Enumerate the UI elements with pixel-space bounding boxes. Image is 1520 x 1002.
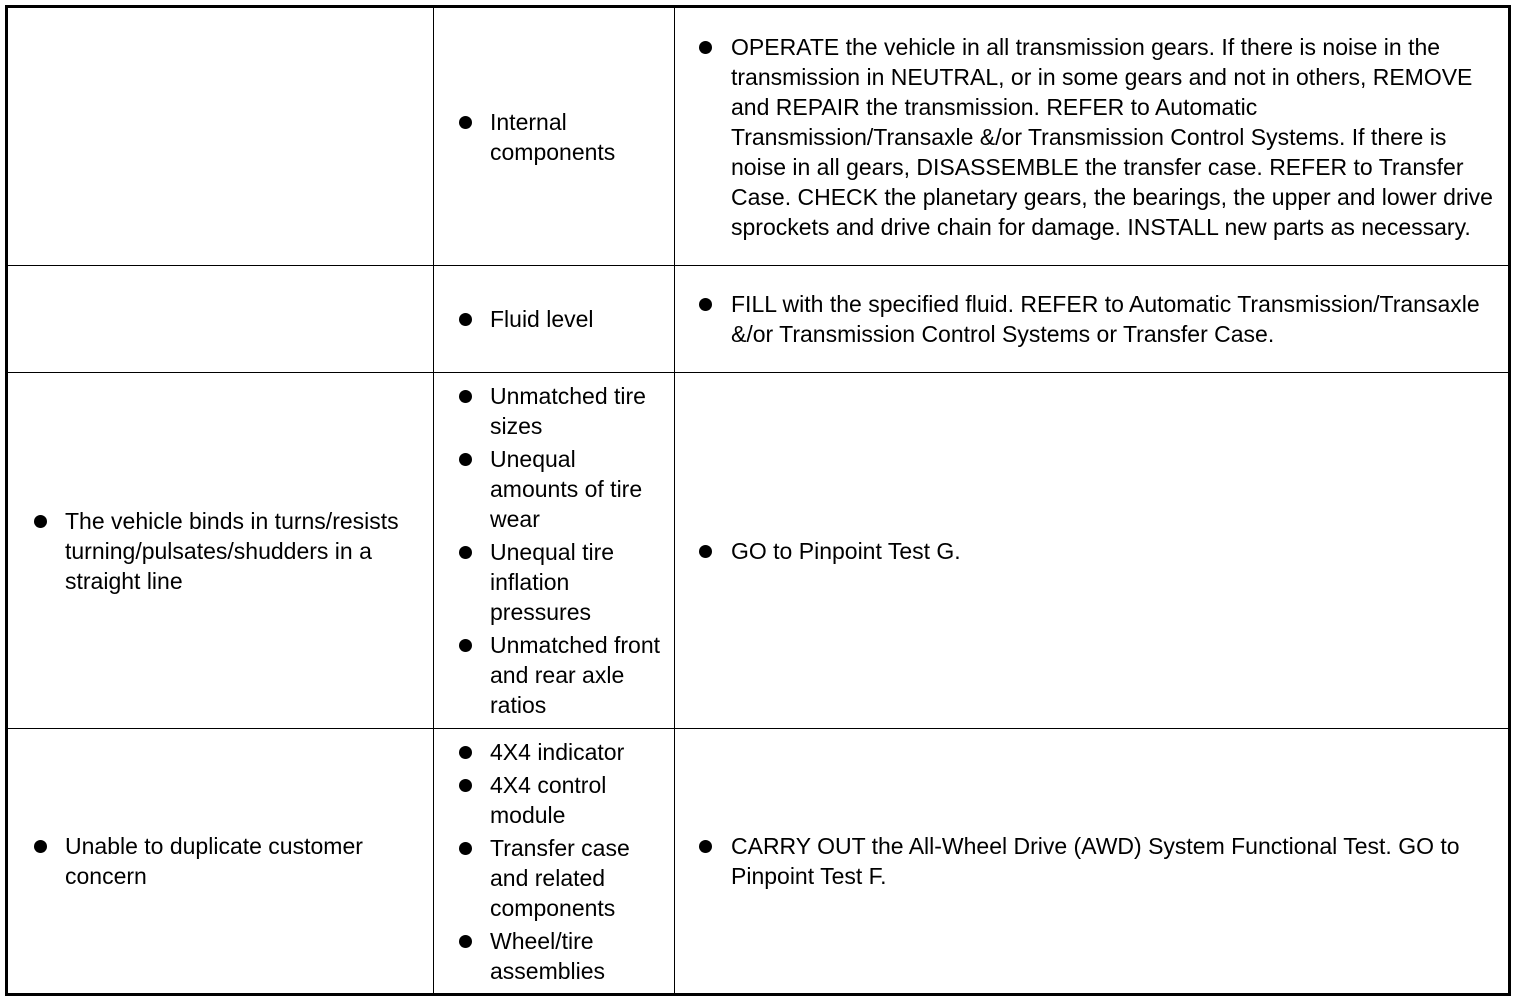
list-item: [434, 107, 674, 167]
list-item: [8, 831, 433, 891]
source-text: Unmatched front and rear axle ratios: [490, 632, 661, 718]
bullet-icon: [699, 298, 712, 311]
bullet-icon: [34, 515, 47, 528]
source-text: 4X4 control module: [490, 771, 607, 828]
source-cell: [434, 729, 675, 995]
list-item: [434, 537, 674, 627]
source-text: Unequal tire inflation pressures: [490, 539, 615, 625]
list-item: [434, 926, 674, 986]
bullet-icon: [459, 116, 472, 129]
list-item: [675, 831, 1508, 891]
condition-cell: [7, 266, 434, 373]
list-item: [434, 381, 674, 441]
action-cell: [675, 266, 1510, 373]
bullet-icon: [459, 313, 472, 326]
list-item: [434, 770, 674, 830]
bullet-icon: [459, 546, 472, 559]
action-text: GO to Pinpoint Test G.: [731, 537, 961, 564]
bullet-icon: [699, 545, 712, 558]
action-cell: [675, 373, 1510, 729]
bullet-icon: [459, 935, 472, 948]
condition-cell: [7, 373, 434, 729]
table-row: [7, 729, 1510, 995]
list-item: [434, 737, 674, 767]
source-text: Unmatched tire sizes: [490, 383, 646, 439]
table-row: [7, 373, 1510, 729]
action-cell: [675, 7, 1510, 266]
diagnostic-table: [5, 5, 1511, 996]
source-text: Internal components: [490, 108, 616, 165]
bullet-icon: [459, 453, 472, 466]
condition-text: Unable to duplicate customer concern: [65, 833, 363, 889]
source-cell: [434, 266, 675, 373]
action-cell: [675, 729, 1510, 995]
source-text: Wheel/tire assemblies: [490, 927, 606, 984]
action-text: OPERATE the vehicle in all transmission gears. If there is noise in the transmission in NEUTRAL, or in some gears and not in others, REMOVE and REPAIR the transmission. REFER to Automatic Transmission/Transaxle &/or Transmission Control Systems. If there is noise in all gears, DISASSEMBLE the transfer case. REFER to Transfer Case. CHECK the planetary gears, the bearings, the upper and lower drive sprockets and drive chain for damage. INSTALL new parts as necessary.: [731, 33, 1493, 240]
source-cell: [434, 373, 675, 729]
source-text: Unequal amounts of tire wear: [490, 446, 643, 532]
bullet-icon: [459, 842, 472, 855]
list-item: [675, 536, 1508, 566]
list-item: [434, 444, 674, 534]
bullet-icon: [459, 746, 472, 759]
list-item: [434, 304, 674, 334]
list-item: [675, 32, 1508, 242]
bullet-icon: [34, 840, 47, 853]
bullet-icon: [699, 41, 712, 54]
condition-cell: [7, 729, 434, 995]
source-text: Fluid level: [490, 306, 594, 332]
source-text: Transfer case and related components: [490, 834, 630, 921]
source-text: 4X4 indicator: [490, 738, 625, 765]
source-cell: [434, 7, 675, 266]
action-text: CARRY OUT the All-Wheel Drive (AWD) System Functional Test. GO to Pinpoint Test F.: [731, 833, 1460, 889]
condition-text: The vehicle binds in turns/resists turning/pulsates/shudders in a straight line: [65, 507, 399, 594]
list-item: [675, 289, 1508, 349]
bullet-icon: [459, 390, 472, 403]
list-item: [434, 833, 674, 923]
action-text: FILL with the specified fluid. REFER to Automatic Transmission/Transaxle &/or Transmission Control Systems or Transfer Case.: [731, 291, 1480, 347]
table-row: [7, 266, 1510, 373]
bullet-icon: [459, 639, 472, 652]
bullet-icon: [699, 840, 712, 853]
condition-cell: [7, 7, 434, 266]
bullet-icon: [459, 779, 472, 792]
list-item: [434, 630, 674, 720]
list-item: [8, 506, 433, 596]
table-row: [7, 7, 1510, 266]
